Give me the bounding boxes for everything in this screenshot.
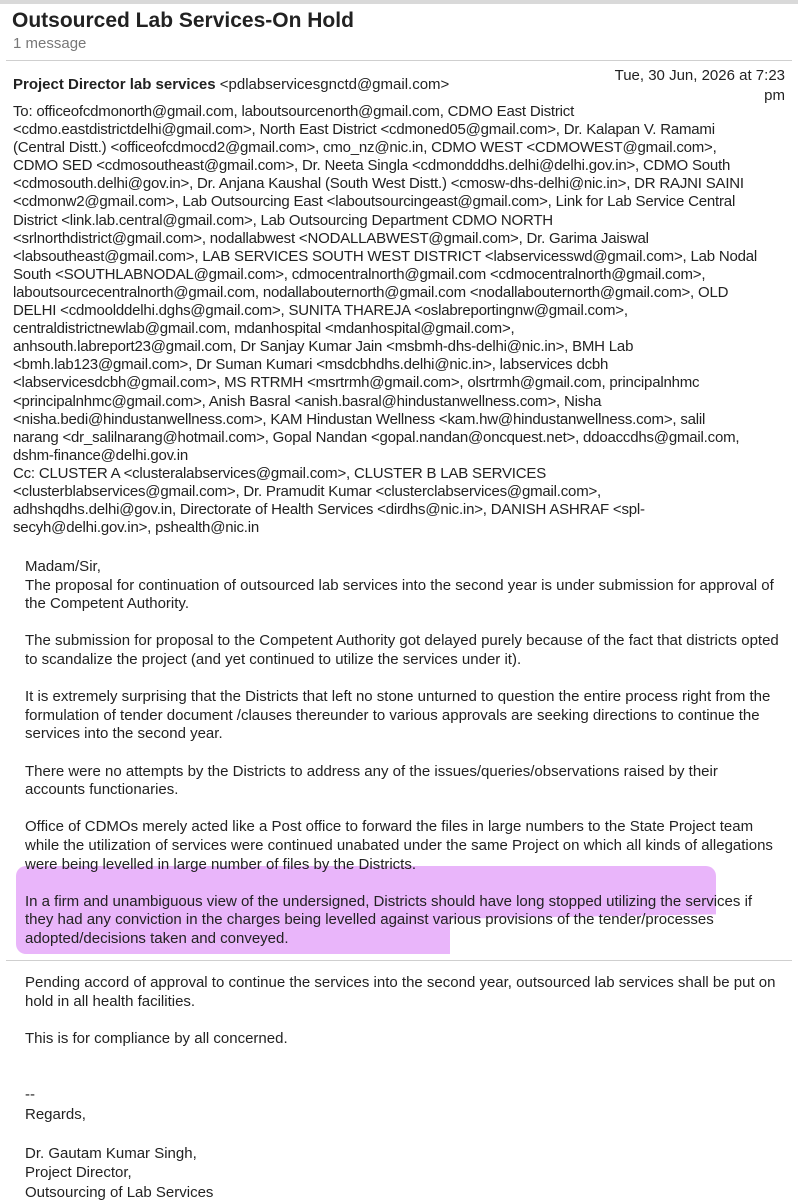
to-line: CDMO SED <cdmosoutheast@gmail.com>, Dr. Neeta Singla <cdmondddhs.delhi@delhi.gov.in>, CDMO South [13,157,788,175]
to-line: anhsouth.labreport23@gmail.com, Dr Sanjay Kumar Jain <msbmh-dhs-delhi@nic.in>, BMH Lab [13,338,788,356]
signature [25,1085,213,1202]
divider [6,60,792,61]
to-line: <cdmo.eastdistrictdelhi@gmail.com>, North East District <cdmoned05@gmail.com>, Dr. Kalapan V. Ramami [13,121,788,139]
body-paragraph: Pending accord of approval to continue the services into the second year, outsourced lab services shall be put on hold in all health facilities. [25,974,780,1011]
date-line-2: pm [585,86,785,106]
email-subject: Outsourced Lab Services-On Hold [12,9,354,33]
to-line: To: officeofcdmonorth@gmail.com, laboutsourcenorth@gmail.com, CDMO East District [13,103,788,121]
body-paragraph: The proposal for continuation of outsourced lab services into the second year is under submission for approval of the Competent Authority. [25,577,780,614]
signature-dash: -- [25,1085,213,1105]
cc-list [13,465,788,537]
to-line: laboutsourcecentralnorth@gmail.com, nodallabouternorth@gmail.com <nodallabouternorth@gmail.com>, OLD [13,284,788,302]
divider [6,960,792,961]
cc-line: secyh@delhi.gov.in>, pshealth@nic.in [13,519,788,537]
cc-line: Cc: CLUSTER A <clusteralabservices@gmail.com>, CLUSTER B LAB SERVICES [13,465,788,483]
to-line: <principalnhmc@gmail.com>, Anish Basral <anish.basral@hindustanwellness.com>, Nisha [13,393,788,411]
salutation: Madam/Sir, [25,558,780,577]
highlighted-paragraph: In a firm and unambiguous view of the undersigned, Districts should have long stopped utilizing the services if they had any conviction in the charges being levelled against various provisions of the tender/processes adopted/decisions taken and conveyed. [25,893,780,949]
to-line: <srlnorthdistrict@gmail.com>, nodallabwest <NODALLABWEST@gmail.com>, Dr. Garima Jaiswal [13,230,788,248]
cc-line: adhshqdhs.delhi@gov.in, Directorate of Health Services <dirdhs@nic.in>, DANISH ASHRAF <spl- [13,501,788,519]
signature-dept: Outsourcing of Lab Services [25,1183,213,1202]
message-count: 1 message [13,35,86,52]
email-date [585,66,785,106]
to-line: District <link.lab.central@gmail.com>, Lab Outsourcing Department CDMO NORTH [13,212,788,230]
cc-line: <clusterblabservices@gmail.com>, Dr. Pramudit Kumar <clusterclabservices@gmail.com>, [13,483,788,501]
signature-name: Dr. Gautam Kumar Singh, [25,1144,213,1164]
to-line: dshm-finance@delhi.gov.in [13,447,788,465]
date-line-1: Tue, 30 Jun, 2026 at 7:23 [585,66,785,86]
body-paragraph: There were no attempts by the Districts to address any of the issues/queries/observations raised by their accounts functionaries. [25,763,780,800]
to-line: centraldistrictnewlab@gmail.com, mdanhospital <mdanhospital@gmail.com>, [13,320,788,338]
to-line: <labsoutheast@gmail.com>, LAB SERVICES SOUTH WEST DISTRICT <labservicesswd@gmail.com>, Lab Nodal [13,248,788,266]
recipients [13,103,788,537]
body-paragraph: The submission for proposal to the Competent Authority got delayed purely because of the fact that districts opted to scandalize the project (and yet continued to utilize the services under it). [25,632,780,669]
email-body-continued [25,974,780,1067]
body-paragraph: This is for compliance by all concerned. [25,1030,780,1049]
to-line: <bmh.lab123@gmail.com>, Dr Suman Kumari <msdcbhdhs.delhi@nic.in>, labservices dcbh [13,356,788,374]
signature-title: Project Director, [25,1163,213,1183]
email-body [25,558,780,967]
to-line: <cdmonw2@gmail.com>, Lab Outsourcing East <laboutsourcingeast@gmail.com>, Link for Lab Service Central [13,193,788,211]
sender-name: Project Director lab services [13,76,216,93]
to-line: DELHI <cdmoolddelhi.dghs@gmail.com>, SUNITA THAREJA <oslabreportingnw@gmail.com>, [13,302,788,320]
to-list [13,103,788,465]
to-line: <cdmosouth.delhi@gov.in>, Dr. Anjana Kaushal (South West Distt.) <cmosw-dhs-delhi@nic.in>, DR RAJNI SAINI [13,175,788,193]
to-line: (Central Distt.) <officeofcdmocd2@gmail.com>, cmo_nz@nic.in, CDMO WEST <CDMOWEST@gmail.com>, [13,139,788,157]
body-paragraph: It is extremely surprising that the Districts that left no stone unturned to question the entire process right from the formulation of tender document /clauses thereunder to various approvals are seeking directions to continue the services into the second year. [25,688,780,744]
to-line: <labservicesdcbh@gmail.com>, MS RTRMH <msrtrmh@gmail.com>, olsrtrmh@gmail.com, principalnhmc [13,374,788,392]
sender-email: <pdlabservicesgnctd@gmail.com> [220,76,450,93]
to-line: South <SOUTHLABNODAL@gmail.com>, cdmocentralnorth@gmail.com <cdmocentralnorth@gmail.com>, [13,266,788,284]
to-line: narang <dr_salilnarang@hotmail.com>, Gopal Nandan <gopal.nandan@oncquest.net>, ddoaccdhs@gmail.com, [13,429,788,447]
to-line: <nisha.bedi@hindustanwellness.com>, KAM Hindustan Wellness <kam.hw@hindustanwellness.com>, salil [13,411,788,429]
body-paragraph: Office of CDMOs merely acted like a Post office to forward the files in large numbers to the State Project team while the utilization of services were continued unabated under the same Project on which all kinds of allegations were being levelled in large number of files by the Districts. [25,818,780,874]
signature-regards: Regards, [25,1105,213,1125]
top-border [0,0,798,4]
sender[interactable] [13,76,449,93]
